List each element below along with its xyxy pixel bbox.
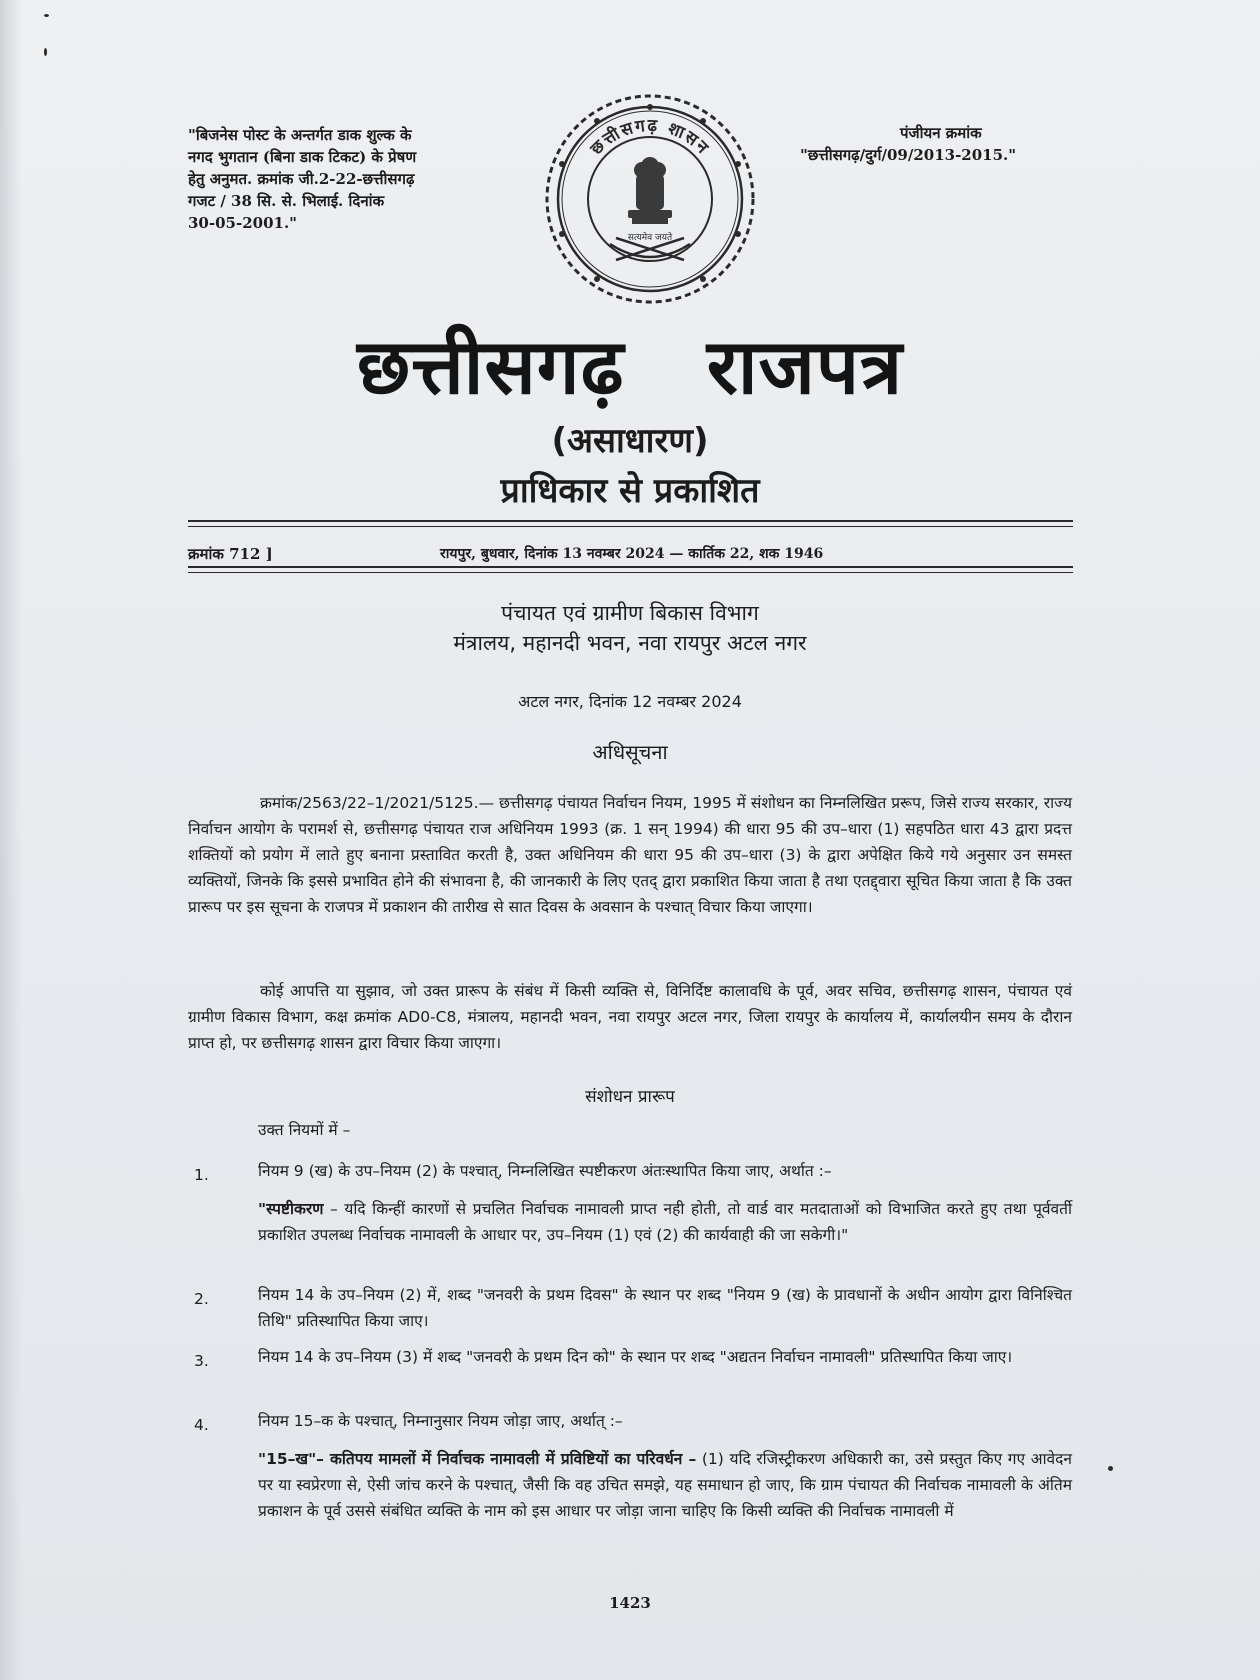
- new-rule-body: (1) यदि रजिस्ट्रीकरण अधिकारी का, उसे प्रस्तुत किए गए आवेदन पर या स्वप्रेरणा से, ऐसी जांच करने के पश्चात्, जैसी कि वह उचित समझे, यह समाधान हो जाए, कि ग्राम पंचायत की निर्वाचक नामावली के अंतिम प्रकाशन के पूर्व उससे संबंधित व्यक्ति के नाम को इस आधार पर जोड़ा जाना चाहिए कि किसी व्यक्ति की निर्वाचक नामावली में: [258, 1450, 1072, 1520]
- postal-line: "बिजनेस पोस्ट के अन्तर्गत डाक शुल्क के: [188, 126, 412, 144]
- department-block: [0, 598, 1260, 658]
- notice-heading: अधिसूचना: [592, 740, 668, 764]
- registration-block: [800, 122, 1100, 166]
- emblem-text: छत्तीसगढ़ शासन: [586, 115, 714, 160]
- page-number: 1423: [609, 1594, 651, 1612]
- divider: [188, 566, 1073, 568]
- postal-line: 30-05-2001.": [188, 214, 297, 232]
- postal-line: नगद भुगतान (बिना डाक टिकट) के प्रेषण: [188, 148, 417, 166]
- draft-heading: संशोधन प्रारूप: [585, 1087, 675, 1107]
- item-text: नियम 15–क के पश्चात्, निम्नानुसार नियम जोड़ा जाए, अर्थात् :–: [258, 1412, 623, 1430]
- scan-speck: [1108, 1466, 1113, 1471]
- gazette-title: छत्तीसगढ़ राजपत्र: [356, 322, 904, 411]
- item-text: नियम 14 के उप–नियम (3) में शब्द "जनवरी के प्रथम दिन को" के स्थान पर शब्द "अद्यतन निर्वाचन नामावली" प्रतिस्थापित किया जाए।: [258, 1348, 1013, 1366]
- issue-number: क्रमांक 712 ]: [188, 545, 273, 563]
- department-address: मंत्रालय, महानदी भवन, नवा रायपुर अटल नगर: [453, 631, 807, 655]
- divider: [188, 526, 1073, 527]
- amendment-item: [188, 1158, 1072, 1248]
- registration-label: पंजीयन क्रमांक: [900, 124, 982, 142]
- new-rule-lead: "15–ख"– कतिपय मामलों में निर्वाचक नामावली में प्रविष्टियों का परिवर्धन –: [258, 1450, 697, 1468]
- item-new-rule: [258, 1446, 1072, 1524]
- draft-intro: उक्त नियमों में –: [258, 1121, 351, 1139]
- registration-number: "छत्तीसगढ़/दुर्ग/09/2013-2015.": [800, 146, 1017, 164]
- department-name: पंचायत एवं ग्रामीण बिकास विभाग: [501, 601, 759, 625]
- postal-line: गजट / 38 सि. से. भिलाई. दिनांक: [188, 192, 385, 210]
- item-explanation: [258, 1196, 1072, 1248]
- notice-paragraph: क्रमांक/2563/22–1/2021/5125.— छत्तीसगढ़ पंचायत निर्वाचन नियम, 1995 में संशोधन का निम्नलिखित प्ररूप, जिसे राज्य सरकार, राज्य निर्वाचन आयोग के परामर्श से, छत्तीसगढ़ पंचायत राज अधिनियम 1993 (क्र. 1 सन् 1994) की धारा 95 की उप–धारा (1) सहपठित धारा 43 द्वारा प्रदत्त शक्तियों को प्रयोग में लाते हुए बनाना प्रस्तावित करती है, उक्त अधिनियम की धारा 95 की उप–धारा (3) के द्वारा अपेक्षित किये गये अनुसार उन समस्त व्यक्तियों, जिनके कि इससे प्रभावित होने की संभावना है, की जानकारी के लिए एतद् द्वारा प्रकाशित किया जाता है तथा एतद्द्वारा सूचित किया जाता है कि उक्त प्रारूप पर इस सूचना के राजपत्र में प्रकाशन की तारीख से सात दिवस के अवसान के पश्चात् विचार किया जाएगा।: [188, 794, 1072, 916]
- divider: [188, 572, 1073, 573]
- postal-line: हेतु अनुमत. क्रमांक जी.2-22-छत्तीसगढ़: [188, 170, 415, 188]
- issue-date-line: रायपुर, बुधवार, दिनांक 13 नवम्बर 2024 — कार्तिक 22, शक 1946: [440, 546, 824, 562]
- scan-speck: [44, 14, 49, 17]
- item-text: नियम 14 के उप–नियम (2) में, शब्द "जनवरी के प्रथम दिवस" के स्थान पर शब्द "नियम 9 (ख) के प्रावधानों के अधीन आयोग द्वारा विनिश्चित तिथि" प्रतिस्थापित किया जाए।: [258, 1286, 1072, 1330]
- postal-permit-note: [188, 124, 450, 234]
- amendment-item: [188, 1408, 1072, 1524]
- explanation-lead: "स्पष्टीकरण: [258, 1200, 324, 1218]
- item-number: 2.: [194, 1290, 209, 1308]
- notice-date: अटल नगर, दिनांक 12 नवम्बर 2024: [518, 692, 742, 711]
- item-text: नियम 9 (ख) के उप–नियम (2) के पश्चात्, निम्नलिखित स्पष्टीकरण अंतःस्थापित किया जाए, अर्थात :–: [258, 1162, 832, 1180]
- amendment-item: [188, 1282, 1072, 1334]
- edition-label: (असाधारण): [551, 421, 709, 461]
- item-number: 1.: [194, 1166, 209, 1184]
- state-emblem-icon: [532, 94, 768, 304]
- divider: [188, 520, 1073, 522]
- amendment-item: [188, 1344, 1072, 1370]
- item-number: 4.: [194, 1416, 209, 1434]
- notice-paragraph: कोई आपत्ति या सुझाव, जो उक्त प्रारूप के संबंध में किसी व्यक्ति से, विनिर्दिष्ट कालावधि के पूर्व, अवर सचिव, छत्तीसगढ़ शासन, पंचायत एवं ग्रामीण विकास विभाग, कक्ष क्रमांक AD0-C8, मंत्रालय, महानदी भवन, नवा रायपुर अटल नगर, जिला रायपुर के कार्यालय में, कार्यालयीन समय के दौरान प्राप्त हो, पर छत्तीसगढ़ शासन द्वारा विचार किया जाएगा।: [188, 982, 1072, 1052]
- item-number: 3.: [194, 1352, 209, 1370]
- authority-label: प्राधिकार से प्रकाशित: [500, 471, 760, 511]
- explanation-body: – यदि किन्हीं कारणों से प्रचलित निर्वाचक नामावली प्राप्त नही होती, तो वार्ड वार मतदाताओं को विभाजित करते हुए तथा पूर्ववर्ती प्रकाशित उपलब्ध निर्वाचक नामावली के आधार पर, उप–नियम (1) एवं (2) की कार्यवाही की जा सकेगी।": [258, 1200, 1072, 1244]
- emblem-motto: सत्यमेव जयते: [627, 233, 673, 243]
- scan-speck: [44, 48, 47, 56]
